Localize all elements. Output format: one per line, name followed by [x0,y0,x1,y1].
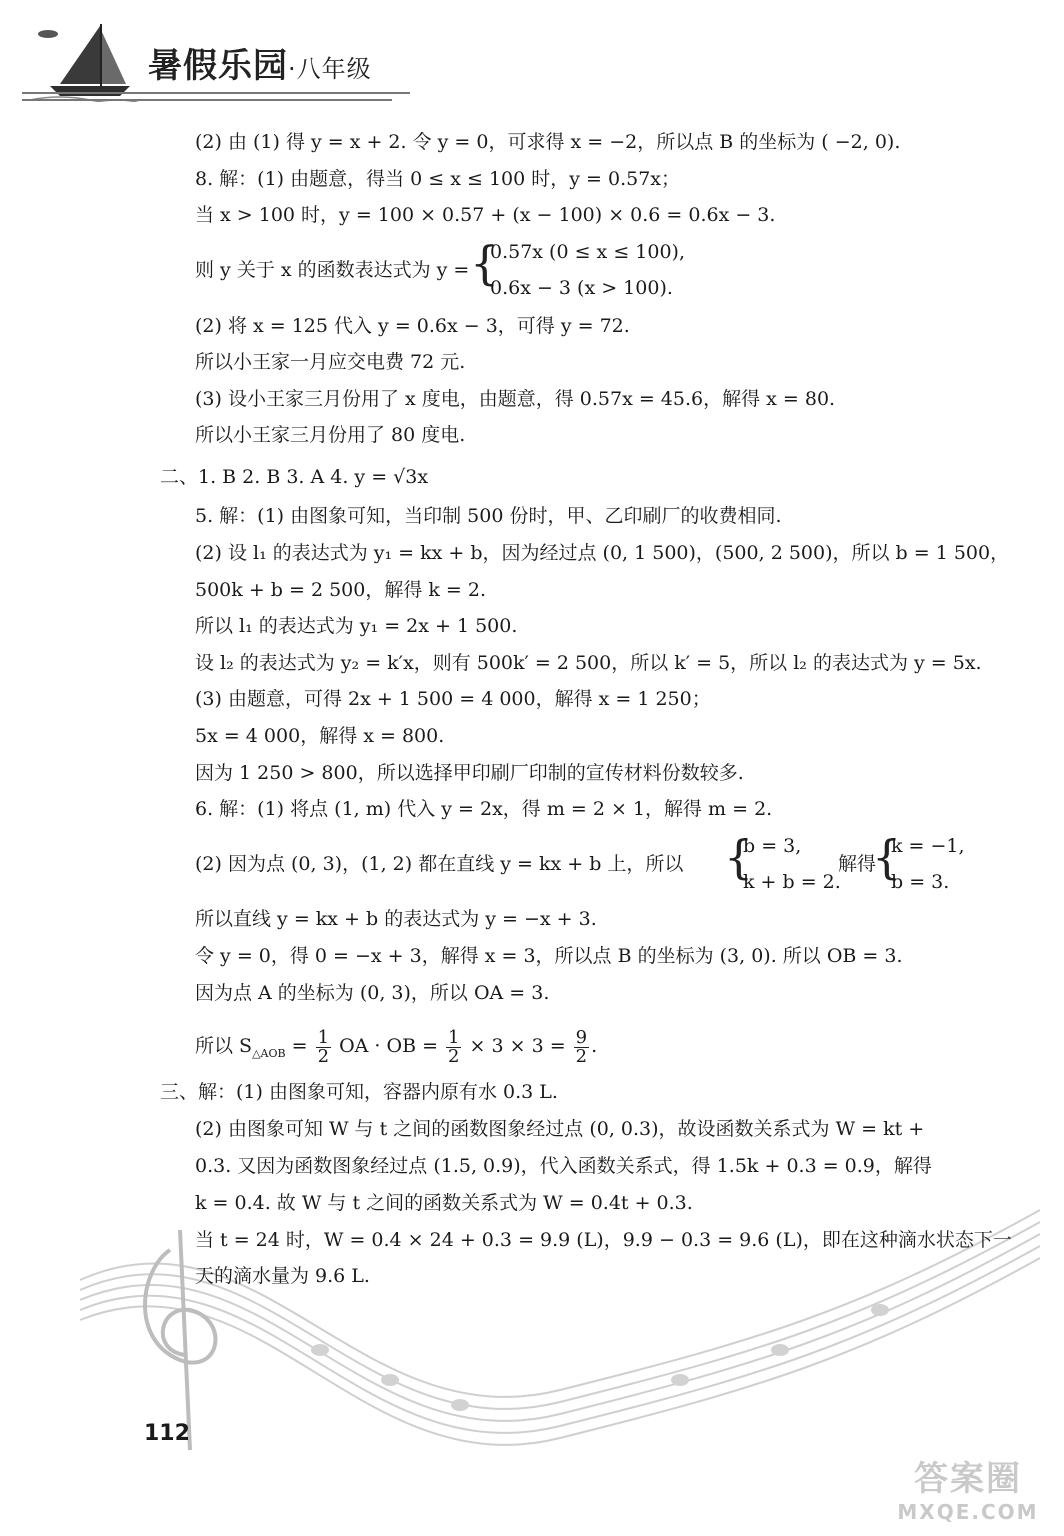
text-line: 所以 l₁ 的表达式为 y₁ = 2x + 1 500. [195,615,518,637]
text-line: 6. 解：(1) 将点 (1, m) 代入 y = 2x，得 m = 2 × 1，解得 m = 2. [195,798,773,820]
formula-part: × 3 × 3 = [463,1035,572,1057]
text-line: 因为点 A 的坐标为 (0, 3)，所以 OA = 3. [195,982,550,1004]
text-line: (2) 将 x = 125 代入 y = 0.6x − 3，可得 y = 72. [195,315,630,337]
text-line: (2) 因为点 (0, 3)，(1, 2) 都在直线 y = kx + b 上，所以 [195,853,684,875]
section-heading: 三、解：(1) 由图象可知，容器内原有水 0.3 L. [160,1081,558,1103]
denominator: 2 [317,1045,330,1067]
text-line: 则 y 关于 x 的函数表达式为 y = [195,259,470,281]
watermark-url: MXQE.COM [897,1500,1039,1524]
text-line: (2) 由图象可知 W 与 t 之间的函数图象经过点 (0, 0.3)，故设函数关系式为 W = kt + [195,1118,925,1140]
formula-part: OA · OB = [333,1035,445,1057]
series-title-main: 暑假乐园 [148,46,288,86]
text-line: 天的滴水量为 9.6 L. [195,1265,370,1287]
text-line: k = 0.4. 故 W 与 t 之间的函数关系式为 W = 0.4t + 0.3. [195,1192,693,1214]
area-formula [195,1026,597,1074]
text-line: 因为 1 250 > 800，所以选择甲印刷厂印制的宣传材料份数较多. [195,762,744,784]
numerator: 9 [575,1026,588,1048]
formula-part: . [591,1035,598,1057]
section-heading: 二、1. B 2. B 3. A 4. y = √3x [160,466,429,488]
numerator: 1 [317,1026,330,1048]
solution-eq-2: b = 3. [891,871,950,893]
text-line: 解得 [838,853,877,875]
page-number: 112 [144,1421,190,1446]
text-line: 500k + b = 2 500，解得 k = 2. [195,579,487,601]
text-line: (3) 由题意，可得 2x + 1 500 = 4 000，解得 x = 1 250； [195,688,711,710]
watermark-logo [880,1458,1056,1530]
left-brace: { [724,830,754,884]
formula-part: = [285,1035,314,1057]
left-brace: { [470,236,500,290]
fraction [446,1026,461,1067]
text-line: 所以小王家一月应交电费 72 元. [195,351,466,373]
text-line: 令 y = 0，得 0 = −x + 3，解得 x = 3，所以点 B 的坐标为 (3, 0). 所以 OB = 3. [195,945,903,967]
subscript: △AOB [252,1046,286,1060]
text-line: 所以小王家三月份用了 80 度电. [195,424,466,446]
solution-eq-1: k = −1, [891,835,965,857]
text-line: 5x = 4 000，解得 x = 800. [195,725,445,747]
watermark-text: 答案圈 [914,1459,1022,1499]
text-line: 5. 解：(1) 由图象可知，当印制 500 份时，甲、乙印刷厂的收费相同. [195,505,782,527]
text-line: 所以直线 y = kx + b 的表达式为 y = −x + 3. [195,908,597,930]
piecewise-case-1: 0.57x (0 ≤ x ≤ 100), [490,241,685,263]
grade-label: ·八年级 [288,55,372,83]
text-line: (3) 设小王家三月份用了 x 度电，由题意，得 0.57x = 45.6，解得 x = 80. [195,388,836,410]
denominator: 2 [575,1045,588,1067]
text-line: 当 t = 24 时，W = 0.4 × 24 + 0.3 = 9.9 (L)，9.9 − 0.3 = 9.6 (L)，即在这种滴水状态下一 [195,1229,1012,1251]
text-line: 设 l₂ 的表达式为 y₂ = k′x，则有 500k′ = 2 500，所以 k′ = 5，所以 l₂ 的表达式为 y = 5x. [195,652,982,674]
text-line: (2) 由 (1) 得 y = x + 2. 令 y = 0，可求得 x = −2，所以点 B 的坐标为 ( −2, 0). [195,131,901,153]
text-line: 8. 解：(1) 由题意，得当 0 ≤ x ≤ 100 时，y = 0.57x； [195,168,681,190]
system-eq-2: k + b = 2. [743,871,841,893]
left-brace: { [872,830,902,884]
denominator: 2 [448,1045,460,1067]
text-line: 当 x > 100 时，y = 100 × 0.57 + (x − 100) × 0.6 = 0.6x − 3. [195,204,776,226]
system-eq-1: b = 3, [743,835,802,857]
fraction [574,1026,589,1067]
piecewise-case-2: 0.6x − 3 (x > 100). [490,277,673,299]
formula-part: 所以 S [195,1035,253,1057]
numerator: 1 [448,1026,460,1048]
text-line: (2) 设 l₁ 的表达式为 y₁ = kx + b，因为经过点 (0, 1 500)，(500, 2 500)，所以 b = 1 500， [195,542,1010,564]
text-line: 0.3. 又因为函数图象经过点 (1.5, 0.9)，代入函数关系式，得 1.5k + 0.3 = 0.9，解得 [195,1155,932,1177]
fraction [316,1026,331,1067]
